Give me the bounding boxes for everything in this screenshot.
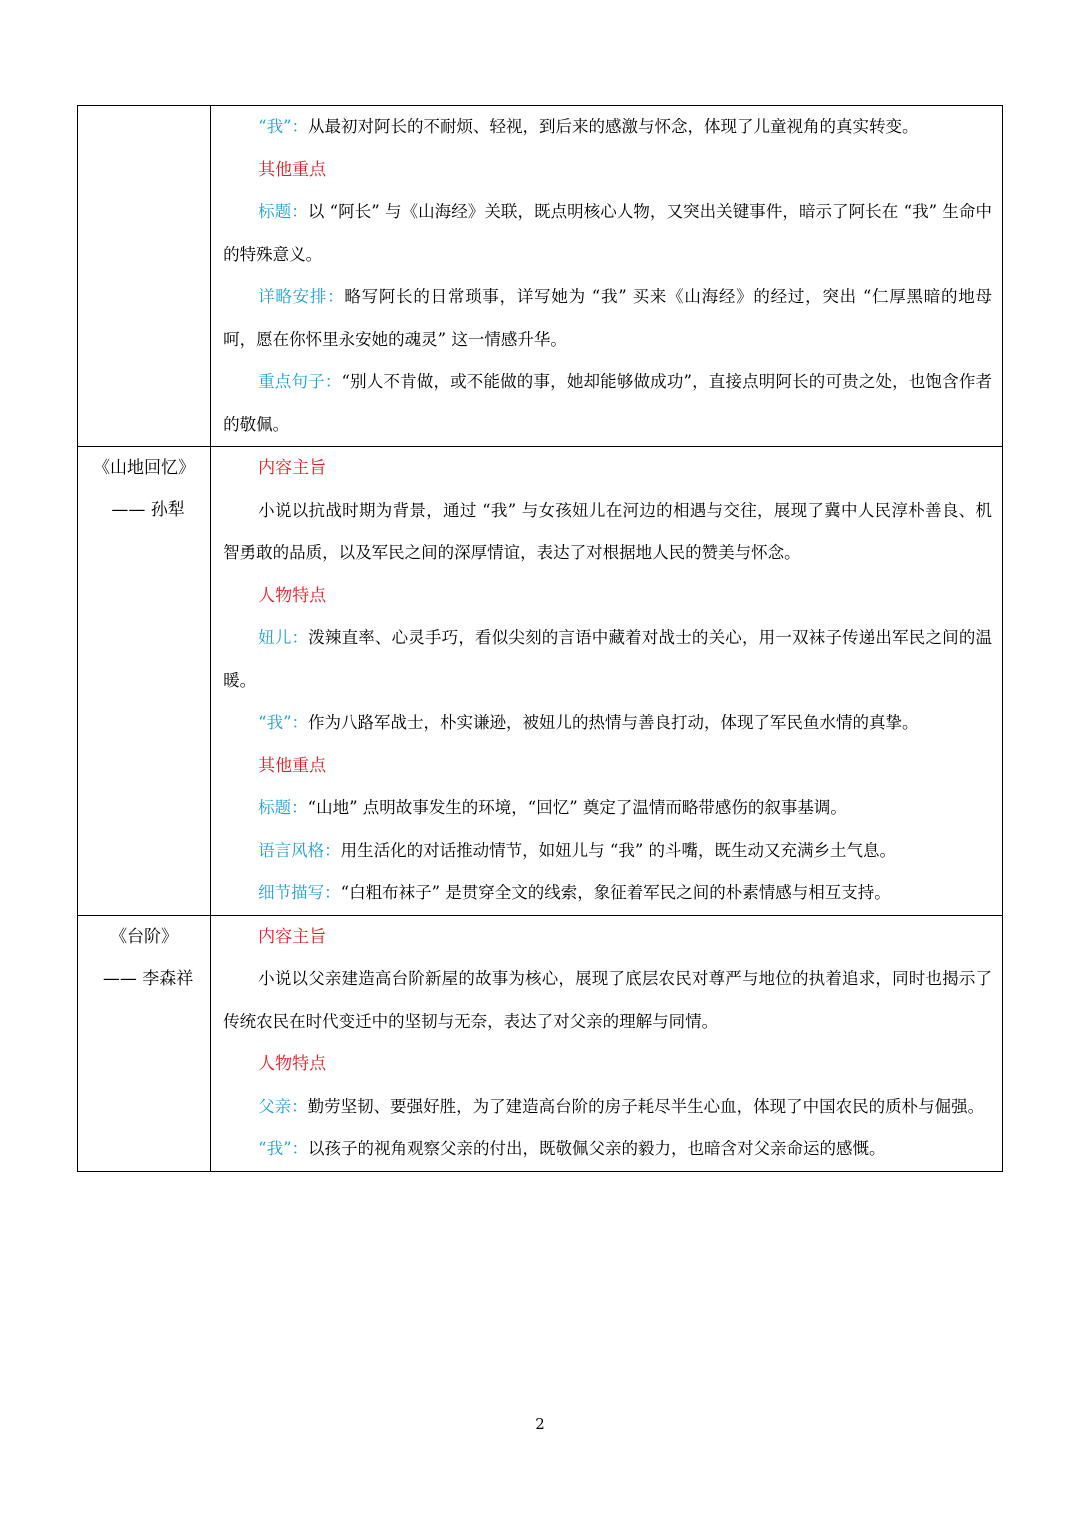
work-cell (78, 447, 211, 916)
note-label: 标题： (258, 202, 308, 221)
section-heading: 其他重点 (258, 159, 327, 180)
note-text: 用生活化的对话推动情节，如妞儿与 “我” 的斗嘴，既生动又充满乡土气息。 (340, 840, 897, 860)
note-paragraph (223, 1128, 992, 1171)
note-text: 勤劳坚韧、要强好胜，为了建造高台阶的房子耗尽半生心血，体现了中国农民的质朴与倔强。 (307, 1096, 985, 1116)
note-text: 泼辣直率、心灵手巧，看似尖刻的言语中藏着对战士的关心，用一双袜子传递出军民之间的温暖。 (223, 628, 993, 690)
page-number: 2 (535, 1415, 545, 1433)
note-text: “白粗布袜子” 是贯穿全文的线索，象征着军民之间的朴素情感与相互支持。 (340, 883, 891, 902)
note-paragraph (223, 872, 992, 915)
table-row (78, 915, 1003, 1171)
notes-cell (211, 447, 1003, 916)
note-label: 父亲： (258, 1096, 308, 1116)
section-heading: 其他重点 (258, 755, 327, 776)
note-label: 妞儿： (258, 628, 309, 647)
work-author: —— 李森祥 (102, 968, 194, 989)
note-paragraph (223, 361, 992, 446)
note-label: 语言风格： (258, 840, 341, 860)
note-paragraph (223, 830, 992, 873)
notes-cell (211, 915, 1003, 1171)
note-paragraph (223, 787, 992, 830)
note-text: 小说以抗战时期为背景，通过 “我” 与女孩妞儿在河边的相遇与交往，展现了冀中人民淳朴善良、机智勇敢的品质，以及军民之间的深厚情谊，表达了对根据地人民的赞美与怀念。 (223, 500, 992, 562)
note-label: 详略安排： (258, 287, 345, 306)
notes-table (77, 105, 1003, 1172)
work-title: 《台阶》 (110, 926, 179, 947)
note-paragraph (223, 276, 992, 361)
note-label: 重点句子： (258, 372, 342, 391)
section-heading: 人物特点 (258, 585, 327, 606)
note-label: “我”： (258, 117, 309, 136)
section-heading: 人物特点 (258, 1054, 327, 1074)
table-row (78, 447, 1003, 916)
note-paragraph (223, 617, 992, 702)
note-label: “我”： (258, 1139, 309, 1158)
note-label: 细节描写： (258, 883, 341, 902)
table-row (78, 106, 1003, 447)
note-text: “别人不肯做，或不能做的事，她却能够做成功”，直接点明阿长的可贵之处，也饱含作者的敬佩。 (223, 372, 993, 434)
section-heading: 内容主旨 (258, 458, 327, 478)
work-title: 《山地回忆》 (93, 458, 196, 478)
note-label: 标题： (258, 798, 308, 817)
section-heading: 内容主旨 (258, 926, 327, 947)
note-text: 以 “阿长” 与《山海经》关联，既点明核心人物，又突出关键事件，暗示了阿长在 “我” 生命中的特殊意义。 (223, 202, 992, 264)
note-paragraph (223, 702, 992, 745)
work-author: —— 孙犁 (111, 500, 185, 520)
note-paragraph (223, 106, 992, 149)
notes-cell (211, 106, 1003, 447)
note-paragraph (223, 191, 992, 276)
note-text: 以孩子的视角观察父亲的付出，既敬佩父亲的毅力，也暗含对父亲命运的感慨。 (308, 1139, 886, 1158)
work-cell (78, 915, 211, 1171)
work-cell (78, 106, 211, 447)
note-paragraph (223, 490, 992, 575)
note-text: 略写阿长的日常琐事，详写她为 “我” 买来《山海经》的经过，突出 “仁厚黑暗的地母呵，愿在你怀里永安她的魂灵” 这一情感升华。 (223, 287, 992, 349)
note-text: 从最初对阿长的不耐烦、轻视，到后来的感激与怀念，体现了儿童视角的真实转变。 (308, 117, 919, 136)
note-text: 作为八路军战士，朴实谦逊，被妞儿的热情与善良打动，体现了军民鱼水情的真挚。 (308, 713, 919, 732)
note-text: 小说以父亲建造高台阶新屋的故事为核心，展现了底层农民对尊严与地位的执着追求，同时也揭示了传统农民在时代变迁中的坚韧与无奈，表达了对父亲的理解与同情。 (223, 969, 992, 1031)
note-paragraph (223, 958, 992, 1043)
note-paragraph (223, 1086, 992, 1129)
note-label: “我”： (258, 713, 309, 732)
note-text: “山地” 点明故事发生的环境，“回忆” 奠定了温情而略带感伤的叙事基调。 (307, 798, 847, 817)
